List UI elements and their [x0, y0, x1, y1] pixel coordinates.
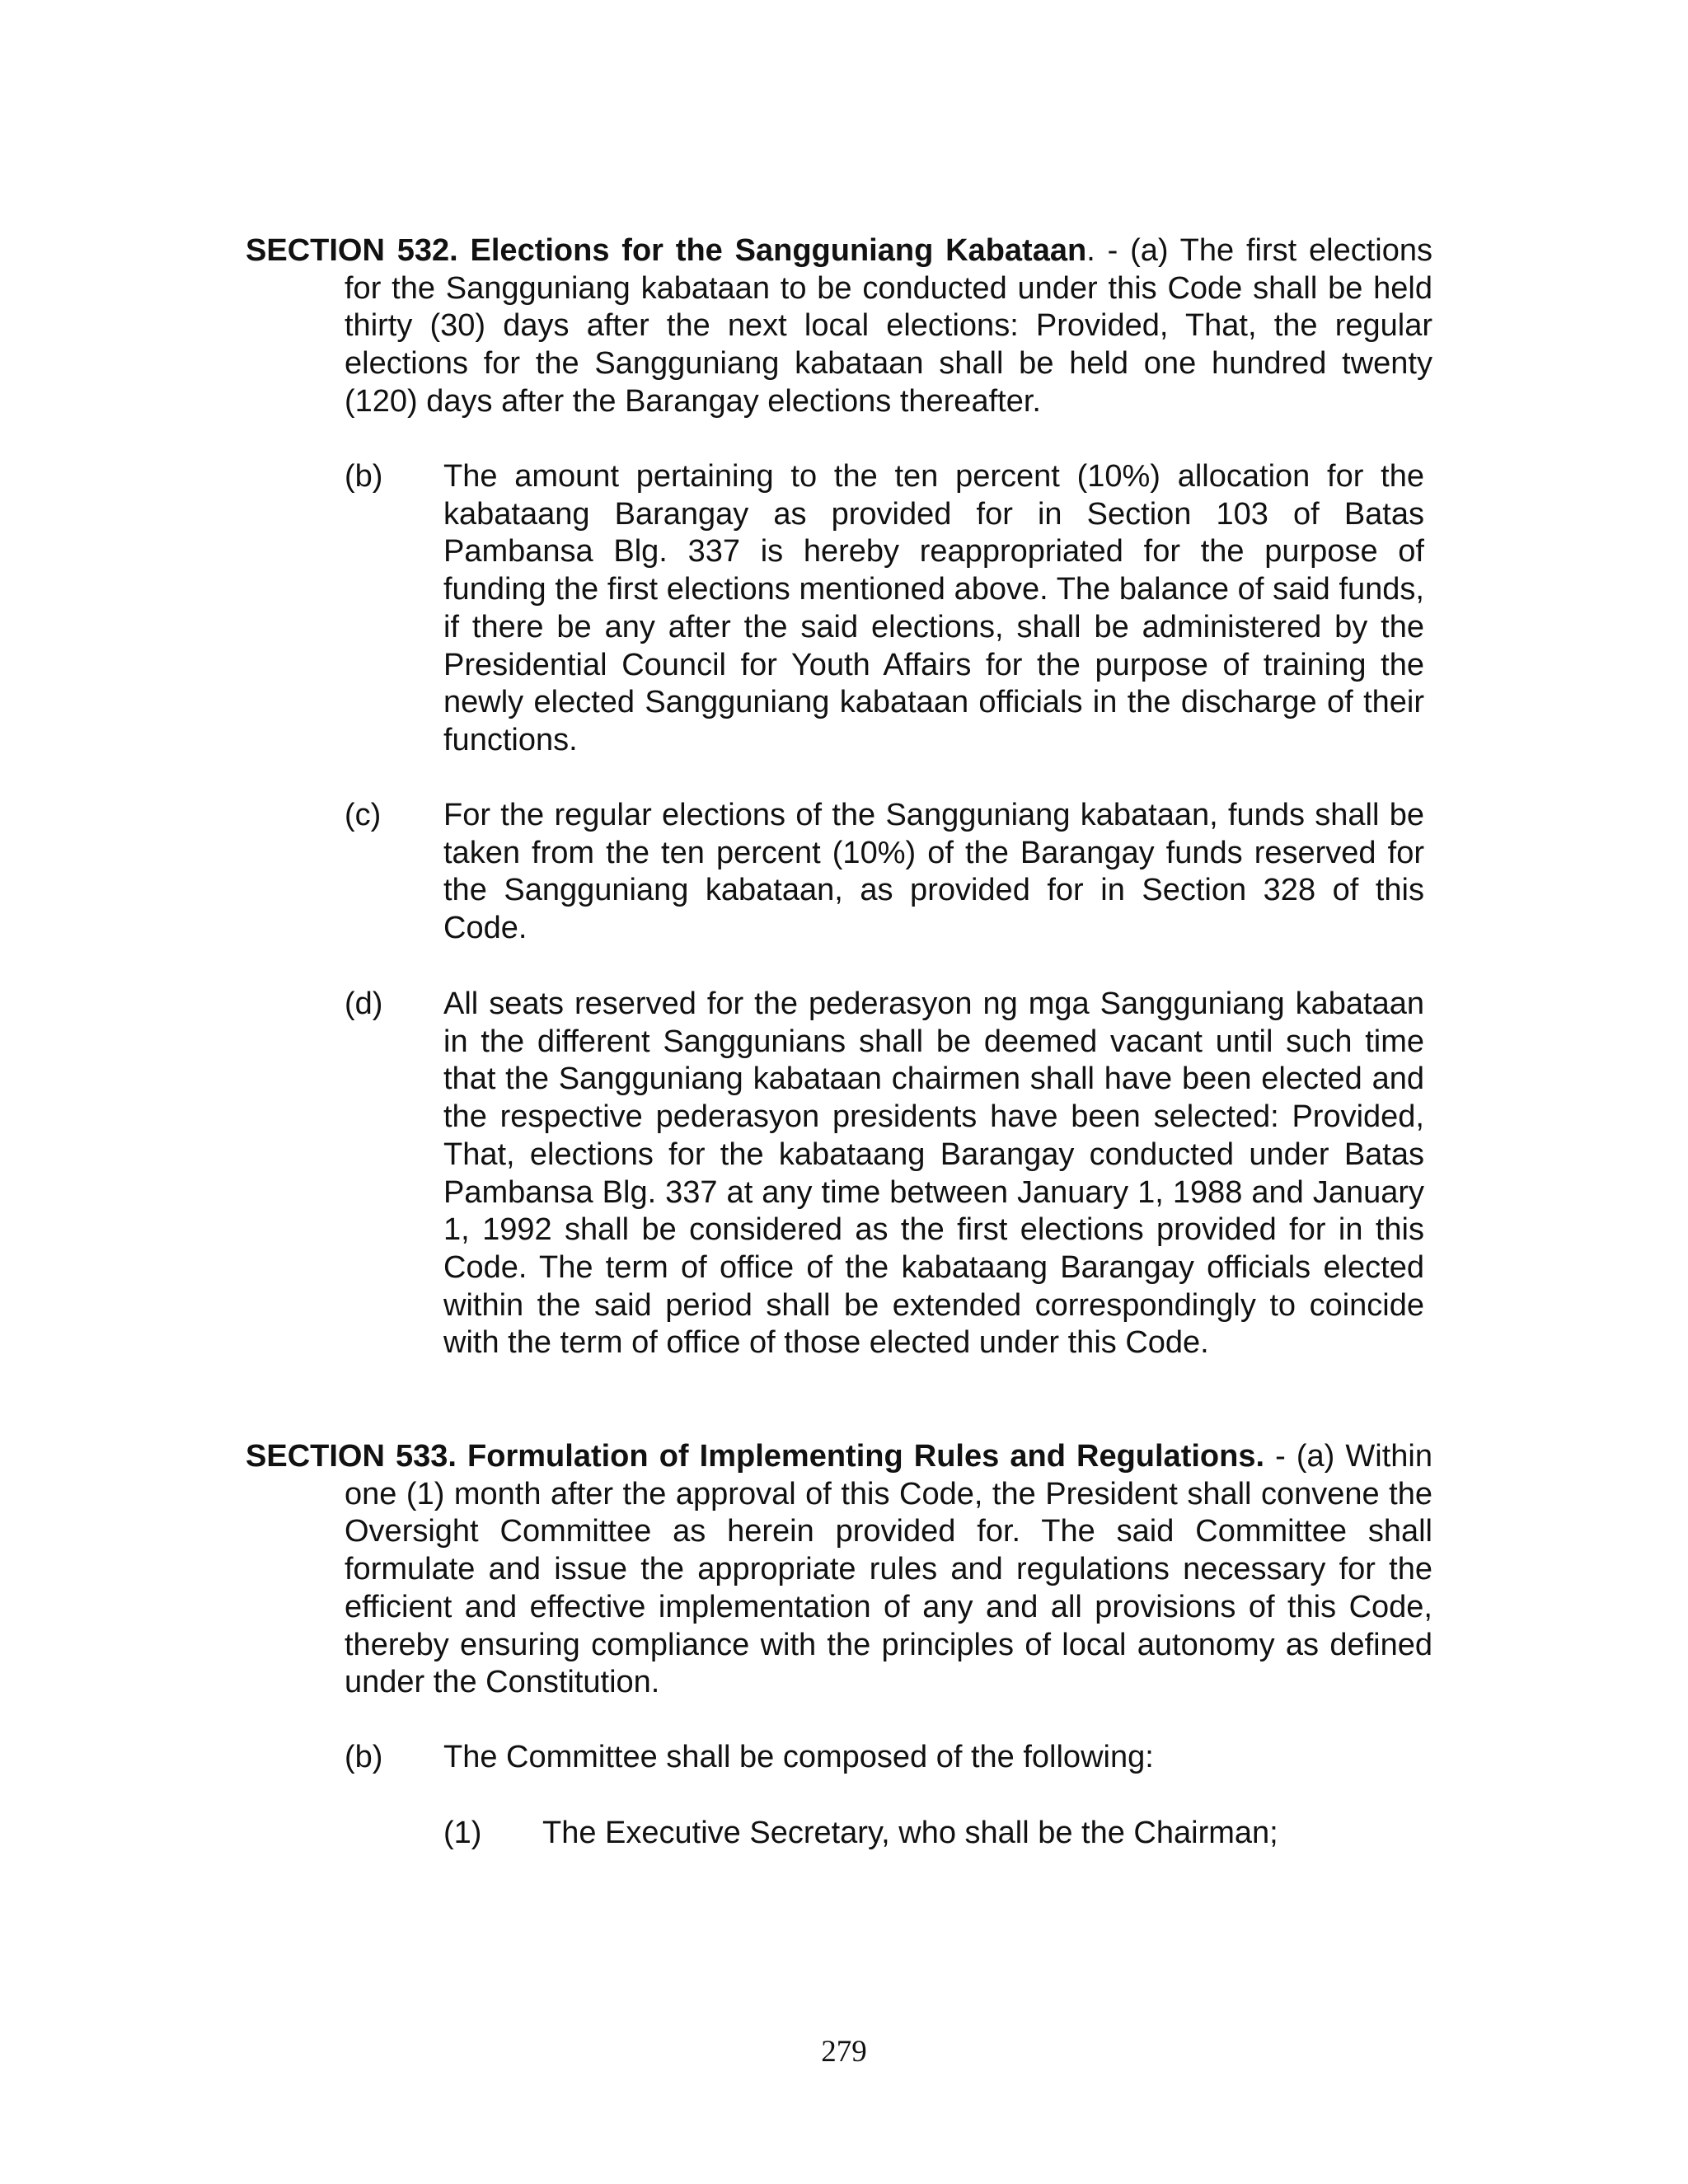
item-text: For the regular elections of the Sangguniang kabataan, funds shall be taken from the ten percent (10%) of the Barangay funds reserved for the Sangguniang kabataan, as provided for in Section 328 of this Code. [443, 798, 1424, 946]
section-532-item-c [345, 797, 1424, 948]
item-text: The Committee shall be composed of the following: [443, 1740, 1154, 1774]
section-533 [246, 1438, 1432, 1702]
section-533-paragraph [246, 1438, 1433, 1702]
item-text: The amount pertaining to the ten percent (10%) allocation for the kabataang Barangay as provided for in Section 103 of Batas Pambansa Blg. 337 is hereby reappropriated for the purpose of funding the first elections mentioned above. The balance of said funds, if there be any after the said elections, shall be administered by the Presidential Council for Youth Affairs for the purpose of training the newly elected Sangguniang kabataan officials in the discharge of their functions. [443, 459, 1424, 757]
item-label: (b) [345, 1740, 383, 1774]
section-532-intro: (a) The first elections for the Sangguniang kabataan to be conducted under this Code shall be held thirty (30) days after the next local elections: Provided, That, the regular elections for the Sangguniang kabataan shall be held one hundred twenty (120) days after the Barangay elections thereafter. [345, 233, 1433, 419]
section-533-item-b [345, 1739, 1424, 1777]
subitem-text: The Executive Secretary, who shall be the Chairman; [542, 1816, 1278, 1850]
section-532-item-b [345, 458, 1424, 760]
item-label: (c) [345, 798, 382, 832]
section-532-item-d [345, 986, 1424, 1362]
section-533-intro: (a) Within one (1) month after the approval of this Code, the President shall convene the Oversight Committee as herein provided for. The said Committee shall formulate and issue the appropriate rules and regulations necessary for the efficient and effective implementation of any and all provisions of this Code, thereby ensuring compliance with the principles of local autonomy as defined under the Constitution. [345, 1439, 1433, 1700]
section-532 [246, 232, 1432, 421]
subitem-label: (1) [443, 1816, 482, 1850]
section-532-paragraph [246, 232, 1433, 421]
section-532-separator: . - [1086, 233, 1131, 268]
page-number: 279 [821, 2035, 867, 2069]
item-label: (b) [345, 459, 383, 494]
section-533-subitem-1 [443, 1815, 1424, 1853]
item-label: (d) [345, 987, 383, 1021]
section-533-heading: SECTION 533. Formulation of Implementing Rules and Regulations. [246, 1439, 1265, 1474]
section-533-separator: - [1264, 1439, 1296, 1474]
section-532-heading: SECTION 532. Elections for the Sangguniang Kabataan [246, 233, 1087, 268]
item-text: All seats reserved for the pederasyon ng mga Sangguniang kabataan in the different Sanggunians shall be deemed vacant until such time that the Sangguniang kabataan chairmen shall have been elected and the respective pederasyon presidents have been selected: Provided, That, elections for the kabataang Barangay conducted under Batas Pambansa Blg. 337 at any time between January 1, 1988 and January 1, 1992 shall be considered as the first elections provided for in this Code. The term of office of the kabataang Barangay officials elected within the said period shall be extended correspondingly to coincide with the term of office of those elected under this Code. [443, 987, 1424, 1361]
